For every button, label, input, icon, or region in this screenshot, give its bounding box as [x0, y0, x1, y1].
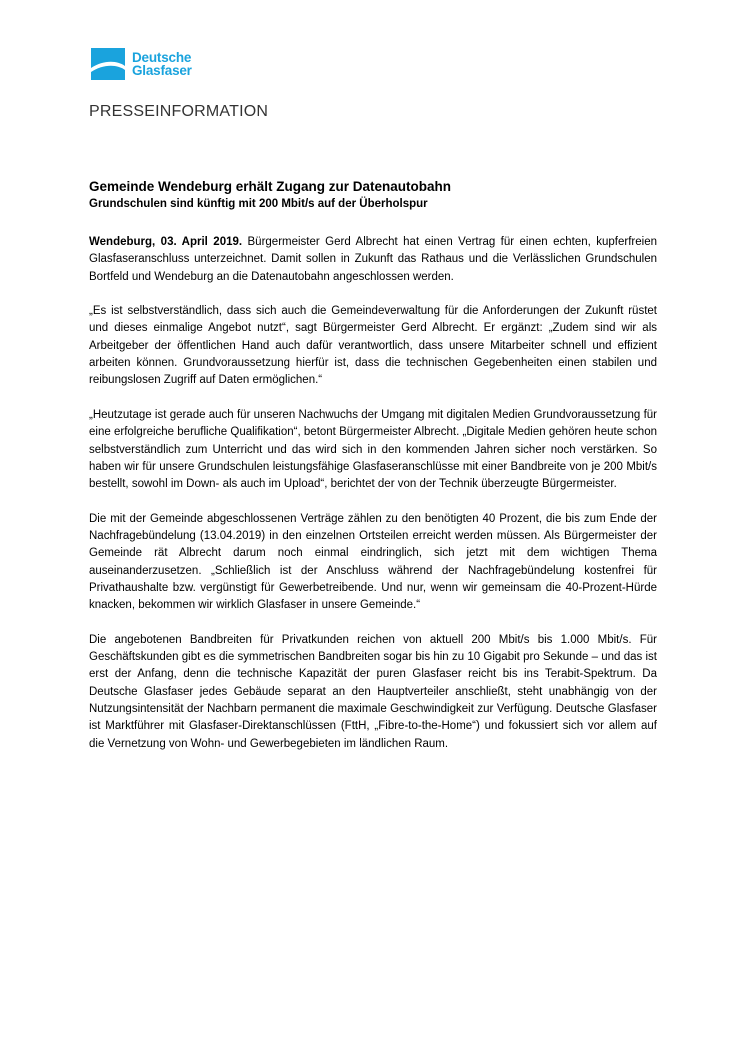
- dateline: Wendeburg, 03. April 2019.: [89, 236, 243, 248]
- document-type: PRESSEINFORMATION: [89, 103, 269, 120]
- paragraph-5: Die angebotenen Bandbreiten für Privatkunden reichen von aktuell 200 Mbit/s bis 1.000 Mbit/s. Für Geschäftskunden gibt es die symmetrischen Bandbreiten sogar bis hin zu 10 Gigabit pro Sekunde – und das ist erst der Anfang, denn die technische Kapazität der puren Glasfaser reicht bis ins Terabit-Spektrum. Da Deutsche Glasfaser jedes Gebäude separat an den Hauptverteiler anschließt, steht unabhängig von der Nutzungsintensität der Nachbarn permanent die maximale Geschwindigkeit zur Verfügung. Deutsche Glasfaser ist Marktführer mit Glasfaser-Direktanschlüssen (FttH, „Fibre-to-the-Home“) und fokussiert sich vor allem auf die Vernetzung von Wohn- und Gewerbegebieten im ländlichen Raum.: [89, 633, 657, 750]
- paragraph-1-text: Bürgermeister Gerd Albrecht hat einen Vertrag für einen echten, kupferfreien Glasfaseranschluss unterzeichnet. Damit sollen in Zukunft das Rathaus und die Verlässlichen Grundschulen Bortfeld und Wendeburg an die Datenautobahn angeschlossen werden.: [89, 236, 657, 283]
- brand-logo: [89, 44, 209, 84]
- paragraph-3: „Heutzutage ist gerade auch für unseren Nachwuchs der Umgang mit digitalen Medien Grundvoraussetzung für eine erfolgreiche berufliche Qualifikation“, betont Bürgermeister Albrecht. „Digitale Medien gehören heute schon selbstverständlich zum Unterricht und das wird sich in den kommenden Jahren sicher noch verstärken. So haben wir für unsere Grundschulen leistungsfähige Glasfaseranschlüsse mit einer Bandbreite von je 200 Mbit/s bestellt, sowohl im Down- als auch im Upload“, berichtet der von der Technik überzeugte Bürgermeister.: [89, 408, 657, 491]
- brand-line-1: Deutsche: [132, 50, 192, 65]
- paragraph-4: Die mit der Gemeinde abgeschlossenen Verträge zählen zu den benötigten 40 Prozent, die bis zum Ende der Nachfragebündelung (13.04.2019) in den einzelnen Ortsteilen erreicht werden müssen. Als Bürgermeister der Gemeinde rät Albrecht darum noch einmal eindringlich, sich jetzt mit dem wichtigen Thema auseinanderzusetzen. „Schließlich ist der Anschluss während der Nachfragebündelung kostenfrei für Privathaushalte bzw. vergünstigt für Gewerbetreibende. Und nur, wenn wir gemeinsam die 40-Prozent-Hürde knacken, bekommen wir wirklich Glasfaser in unsere Gemeinde.“: [89, 512, 657, 612]
- subheadline: Grundschulen sind künftig mit 200 Mbit/s auf der Überholspur: [89, 198, 428, 210]
- article-body: [89, 234, 657, 770]
- paragraph-1: [89, 234, 657, 286]
- brand-logo-icon: [89, 46, 127, 82]
- brand-line-2: Glasfaser: [132, 63, 192, 78]
- paragraph-2: „Es ist selbstverständlich, dass sich auch die Gemeindeverwaltung für die Anforderungen der Zukunft rüstet und dieses einmalige Angebot nutzt“, sagt Bürgermeister Gerd Albrecht. Er ergänzt: „Zudem sind wir als Arbeitgeber der öffentlichen Hand auch dafür verantwortlich, dass unsere Mitarbeiter schnell und effizient arbeiten können. Grundvoraussetzung hierfür ist, dass die technischen Gegebenheiten einen stabilen und reibungslosen Zugriff auf Daten ermöglichen.“: [89, 305, 657, 387]
- headline: Gemeinde Wendeburg erhält Zugang zur Datenautobahn: [89, 179, 452, 194]
- brand-wordmark: [132, 51, 192, 77]
